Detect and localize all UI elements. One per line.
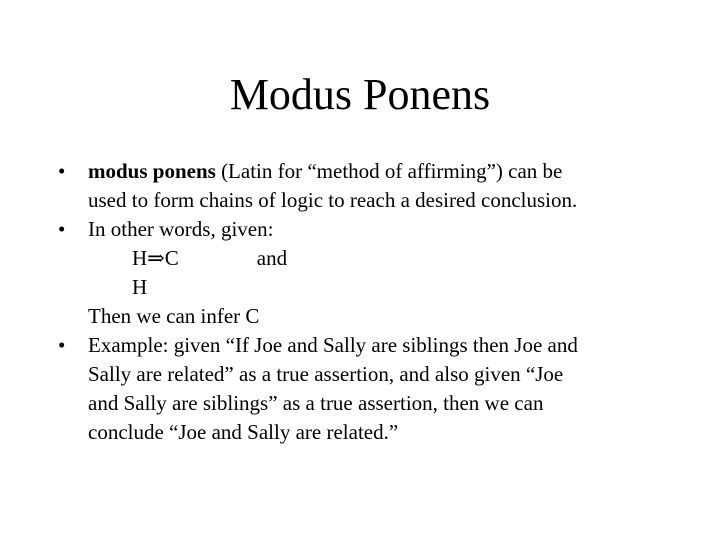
premise-row (58, 273, 698, 302)
bullet-marker: • (58, 159, 66, 183)
bullet1-line1 (88, 157, 698, 186)
bullet3-line1: Example: given “If Joe and Sally are siblings then Joe and (88, 333, 578, 357)
and-word: and (256, 246, 288, 270)
premise-h: H (132, 275, 148, 299)
formula-h: H (132, 246, 148, 270)
bullet1-line1-rest: (Latin for “method of affirming”) can be (215, 159, 563, 183)
formula-c: C (164, 246, 179, 270)
bullet-example (58, 331, 698, 447)
slide-body (58, 157, 698, 447)
slide-title: Modus Ponens (229, 70, 491, 119)
implication-formula-row (58, 244, 698, 273)
bullet3-line4: conclude “Joe and Sally are related.” (88, 420, 399, 444)
implies-symbol: ⇒ (147, 246, 165, 270)
bullet2-line1: In other words, given: (88, 217, 274, 241)
bullet3-line2: Sally are related” as a true assertion, and also given “Joe (88, 362, 564, 386)
term-modus-ponens: modus ponens (88, 159, 216, 183)
bullet-marker: • (58, 217, 66, 241)
conclusion-line: Then we can infer C (88, 304, 260, 328)
bullet-in-other-words (58, 215, 698, 244)
bullet-marker: • (58, 333, 66, 357)
bullet1-line2: used to form chains of logic to reach a desired conclusion. (88, 188, 578, 212)
bullet-modus-ponens-definition (58, 157, 698, 215)
bullet3-line3: and Sally are siblings” as a true assertion, then we can (88, 391, 544, 415)
